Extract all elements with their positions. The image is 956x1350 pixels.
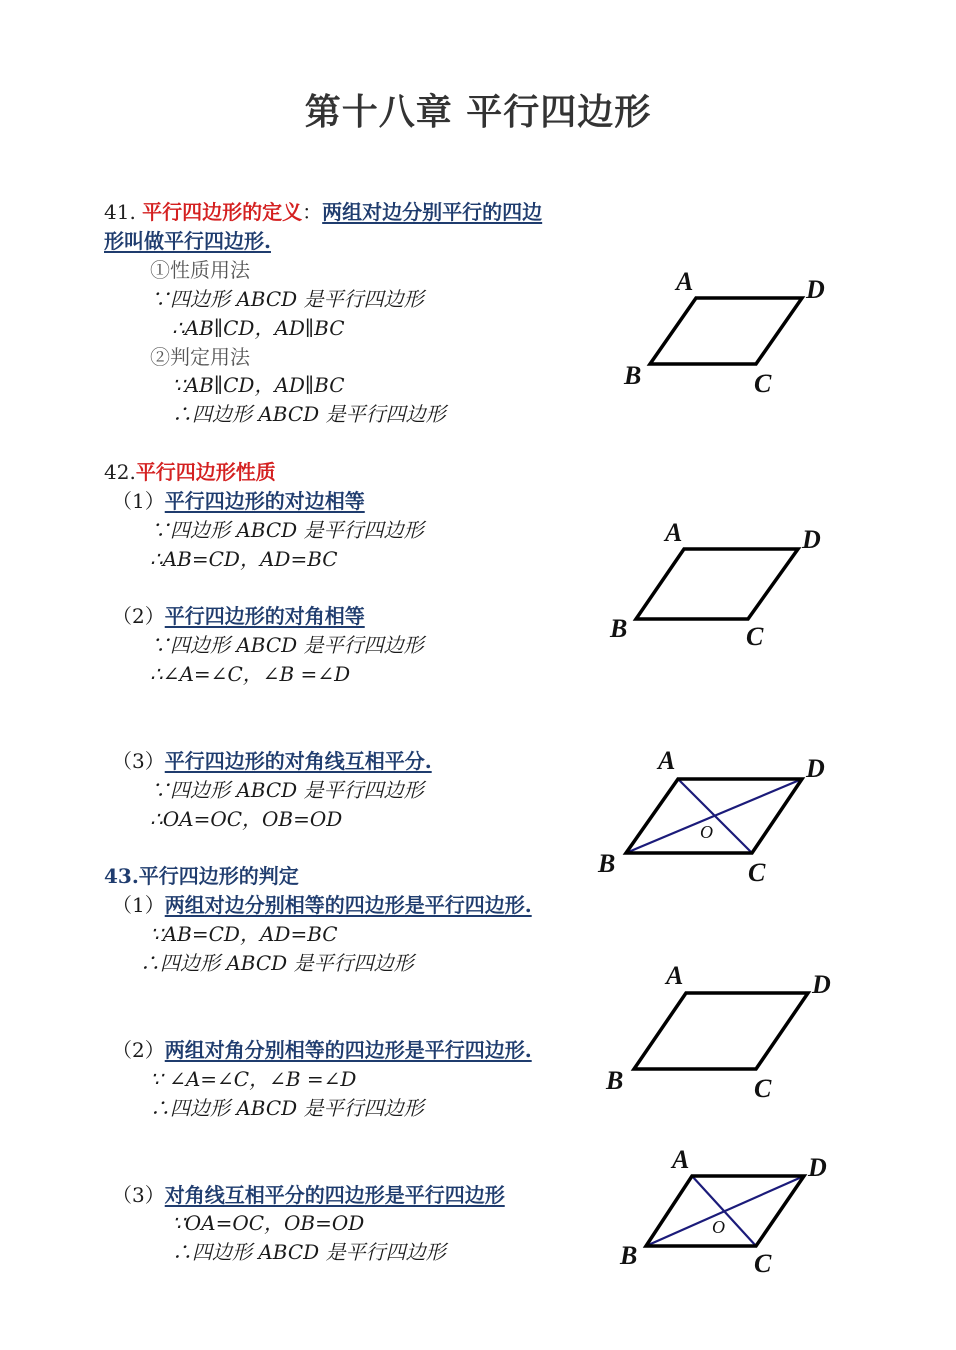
parallelogram-figure-1 <box>623 267 825 398</box>
criterion-usage-given: ∵AB∥CD，AD∥BC <box>172 373 345 397</box>
section-42-title: 平行四边形性质 <box>135 460 276 484</box>
property-3-title: 平行四边形的对角线互相平分. <box>164 749 432 773</box>
vertex-label-d: D <box>812 970 831 999</box>
vertex-label-a: A <box>665 518 683 547</box>
vertex-label-a: A <box>672 1145 690 1174</box>
criterion-1-index: （1） <box>112 893 165 917</box>
property-2-title: 平行四边形的对角相等 <box>164 604 365 628</box>
center-label-o: O <box>712 1217 725 1237</box>
page-title: 第十八章 平行四边形 <box>304 92 652 133</box>
criterion-1-given: ∵AB=CD，AD=BC <box>150 922 338 946</box>
vertex-label-b: B <box>606 1066 624 1095</box>
criterion-2-result: ∴四边形 ABCD 是平行四边形 <box>150 1096 424 1120</box>
criterion-usage-result: ∴四边形 ABCD 是平行四边形 <box>172 402 446 426</box>
vertex-label-b: B <box>598 849 616 878</box>
center-label-o: O <box>700 822 713 842</box>
definition-text-part1: 两组对边分别平行的四边 <box>322 200 543 224</box>
criterion-2-given: ∵ ∠A=∠C，∠B =∠D <box>150 1067 357 1091</box>
parallelogram-shape <box>634 993 808 1069</box>
criterion-2-index: （2） <box>112 1038 165 1062</box>
vertex-label-b: B <box>620 1241 638 1270</box>
vertex-label-c: C <box>754 1249 772 1278</box>
property-usage-result: ∴AB∥CD，AD∥BC <box>172 316 345 340</box>
vertex-label-c: C <box>748 858 766 887</box>
property-3-index: （3） <box>112 749 165 773</box>
property-3-given: ∵四边形 ABCD 是平行四边形 <box>150 778 424 802</box>
section-43-title: 43.平行四边形的判定 <box>104 864 299 888</box>
property-usage-label: ①性质用法 <box>150 258 250 282</box>
property-usage-given: ∵四边形 ABCD 是平行四边形 <box>150 287 424 311</box>
criterion-usage-label: ②判定用法 <box>150 345 250 369</box>
parallelogram-figure-4 <box>605 961 831 1103</box>
vertex-label-c: C <box>754 369 772 398</box>
parallelogram-figure-2 <box>609 518 821 651</box>
parallelogram-figure-5 <box>619 1145 827 1278</box>
definition-text-part2: 形叫做平行四边形. <box>104 229 271 253</box>
criterion-3-title: 对角线互相平分的四边形是平行四边形 <box>164 1183 505 1207</box>
vertex-label-b: B <box>624 361 642 390</box>
property-1-title: 平行四边形的对边相等 <box>164 489 365 513</box>
section-42-number: 42. <box>104 460 136 484</box>
vertex-label-a: A <box>676 267 694 296</box>
criterion-2-title: 两组对角分别相等的四边形是平行四边形. <box>164 1038 532 1062</box>
vertex-label-c: C <box>746 622 764 651</box>
property-2-given: ∵四边形 ABCD 是平行四边形 <box>150 633 424 657</box>
property-1-result: ∴AB=CD，AD=BC <box>150 547 338 571</box>
vertex-label-a: A <box>666 961 684 990</box>
criterion-3-result: ∴四边形 ABCD 是平行四边形 <box>172 1240 446 1264</box>
property-1-given: ∵四边形 ABCD 是平行四边形 <box>150 518 424 542</box>
parallelogram-shape <box>650 298 802 364</box>
definition-colon: ： <box>302 200 323 224</box>
property-2-result: ∴∠A=∠C，∠B =∠D <box>150 662 351 686</box>
vertex-label-d: D <box>806 275 825 304</box>
property-2-index: （2） <box>112 604 165 628</box>
property-3-result: ∴OA=OC，OB=OD <box>150 807 343 831</box>
vertex-label-d: D <box>808 1153 827 1182</box>
property-1-index: （1） <box>112 489 165 513</box>
vertex-label-d: D <box>802 525 821 554</box>
section-41-number: 41. <box>104 200 136 224</box>
vertex-label-b: B <box>610 614 628 643</box>
parallelogram-shape <box>636 549 798 619</box>
vertex-label-a: A <box>658 746 676 775</box>
criterion-3-given: ∵OA=OC，OB=OD <box>172 1211 365 1235</box>
criterion-3-index: （3） <box>112 1183 165 1207</box>
criterion-1-title: 两组对边分别相等的四边形是平行四边形. <box>164 893 532 917</box>
criterion-1-result: ∴四边形 ABCD 是平行四边形 <box>140 951 414 975</box>
definition-term: 平行四边形的定义 <box>142 200 303 224</box>
parallelogram-figure-3 <box>597 746 825 887</box>
vertex-label-c: C <box>754 1074 772 1103</box>
vertex-label-d: D <box>806 754 825 783</box>
